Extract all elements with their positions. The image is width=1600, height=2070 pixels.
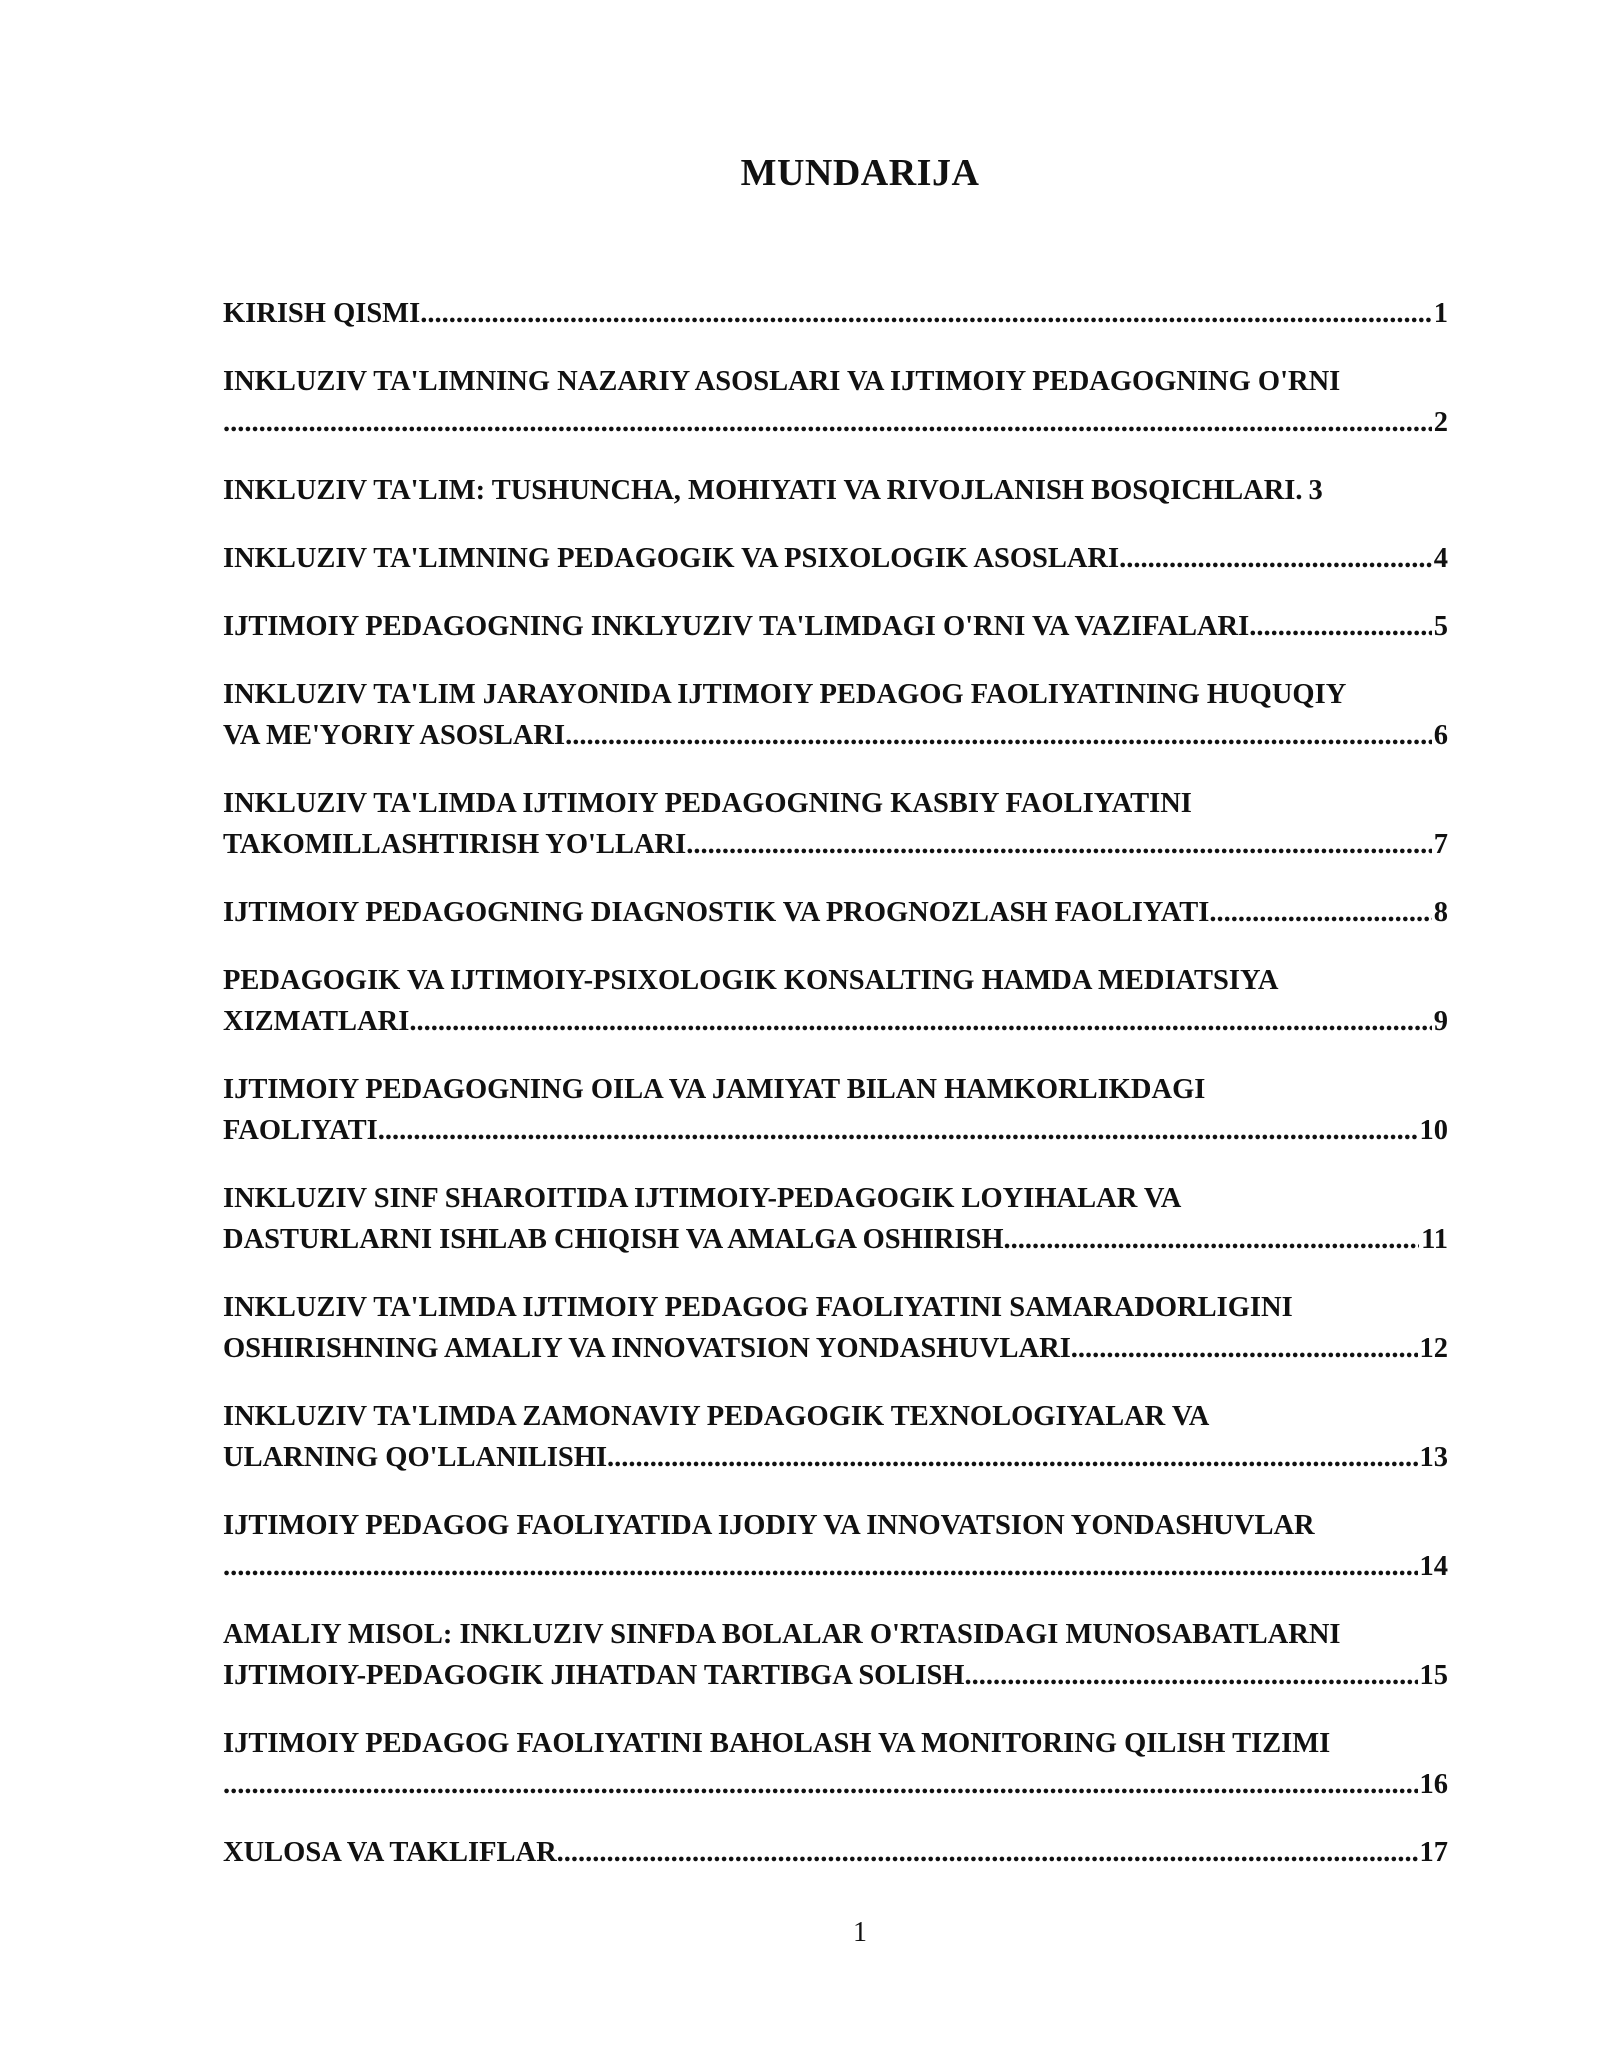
page-title: MUNDARIJA (740, 152, 980, 194)
toc-entry-title-line: IJTIMOIY-PEDAGOGIK JIHATDAN TARTIBGA SOLISH (223, 1660, 965, 1691)
toc-entry[interactable] (223, 892, 1448, 933)
toc-entry-leader-line (223, 1328, 1448, 1369)
toc-entry-leader-line (223, 1437, 1448, 1478)
toc-entry-title-line: IJTIMOIY PEDAGOGNING OILA VA JAMIYAT BILAN HAMKORLIKDAGI (223, 1074, 1206, 1105)
toc-entry-leader-line (223, 892, 1448, 933)
toc-entry-title-line: TAKOMILLASHTIRISH YO'LLARI (223, 829, 687, 860)
toc-entry-page-number: 2 (1433, 407, 1448, 438)
toc-entry-page-number: 16 (1419, 1769, 1448, 1800)
toc-entry[interactable] (223, 470, 1448, 511)
toc-entry[interactable] (223, 960, 1448, 1042)
dot-leader (223, 1546, 1418, 1587)
toc-entry-page-number: 8 (1433, 897, 1448, 928)
dot-leader (409, 1001, 1431, 1042)
toc-entry-title-line: ULARNING QO'LLANILISHI (223, 1442, 608, 1473)
toc-entry-title-line: VA ME'YORIY ASOSLARI (223, 720, 566, 751)
toc-entry-title-line: DASTURLARNI ISHLAB CHIQISH VA AMALGA OSHIRISH (223, 1224, 1004, 1255)
toc-entry-title-line: INKLUZIV TA'LIM: TUSHUNCHA, MOHIYATI VA RIVOJLANISH BOSQICHLARI. (223, 475, 1303, 506)
toc-entry[interactable] (223, 1069, 1448, 1151)
toc-entry-page-number: 10 (1419, 1115, 1448, 1146)
toc-entry-title-line: OSHIRISHNING AMALIY VA INNOVATSION YONDASHUVLARI (223, 1333, 1071, 1364)
toc-entry[interactable] (223, 1614, 1448, 1696)
table-of-contents (223, 293, 1448, 1900)
dot-leader (378, 1110, 1418, 1151)
dot-leader (420, 293, 1432, 334)
toc-entry-page-number: 3 (1308, 475, 1323, 506)
toc-entry-title-line: INKLUZIV TA'LIM JARAYONIDA IJTIMOIY PEDAGOG FAOLIYATINING HUQUQIY (223, 679, 1347, 710)
toc-entry-title-line: INKLUZIV TA'LIMNING PEDAGOGIK VA PSIXOLOGIK ASOSLARI (223, 543, 1120, 574)
dot-leader (1249, 606, 1432, 647)
toc-entry-title-line: AMALIY MISOL: INKLUZIV SINFDA BOLALAR O'RTASIDAGI MUNOSABATLARNI (223, 1619, 1341, 1650)
dot-leader (557, 1832, 1418, 1873)
toc-entry-page-number: 6 (1433, 720, 1448, 751)
dot-leader (1119, 538, 1432, 579)
toc-entry-title-line: XIZMATLARI (223, 1006, 410, 1037)
toc-entry-leader-line (223, 1832, 1448, 1873)
dot-leader (223, 402, 1432, 443)
dot-leader (1004, 1219, 1420, 1260)
toc-entry-page-number: 4 (1433, 543, 1448, 574)
dot-leader (686, 824, 1432, 865)
toc-entry-title-line: INKLUZIV TA'LIMNING NAZARIY ASOSLARI VA IJTIMOIY PEDAGOGNING O'RNI (223, 366, 1341, 397)
toc-entry[interactable] (223, 293, 1448, 334)
toc-entry-title-line: FAOLIYATI (223, 1115, 378, 1146)
toc-entry-title-line: XULOSA VA TAKLIFLAR (223, 1837, 557, 1868)
toc-entry-title-line: IJTIMOIY PEDAGOGNING DIAGNOSTIK VA PROGNOZLASH FAOLIYATI (223, 897, 1210, 928)
toc-entry-leader-line (223, 1110, 1448, 1151)
toc-entry-title-line: PEDAGOGIK VA IJTIMOIY-PSIXOLOGIK KONSALTING HAMDA MEDIATSIYA (223, 965, 1279, 996)
toc-entry-leader-line (223, 470, 1448, 511)
toc-entry[interactable] (223, 1832, 1448, 1873)
toc-entry-leader-line (223, 1764, 1448, 1805)
toc-entry-leader-line (223, 1219, 1448, 1260)
toc-entry[interactable] (223, 1723, 1448, 1805)
toc-entry-title-line: INKLUZIV TA'LIMDA ZAMONAVIY PEDAGOGIK TEXNOLOGIYALAR VA (223, 1401, 1210, 1432)
toc-entry-leader-line (223, 824, 1448, 865)
toc-entry-page-number: 12 (1419, 1333, 1448, 1364)
toc-entry[interactable] (223, 1178, 1448, 1260)
dot-leader (964, 1655, 1417, 1696)
toc-entry-leader-line (223, 293, 1448, 334)
toc-entry[interactable] (223, 674, 1448, 756)
toc-entry-page-number: 13 (1419, 1442, 1448, 1473)
toc-entry-leader-line (223, 402, 1448, 443)
toc-entry-page-number: 14 (1419, 1551, 1448, 1582)
toc-entry-leader-line (223, 1655, 1448, 1696)
page-number: 1 (853, 1917, 867, 1948)
toc-entry-leader-line (223, 1001, 1448, 1042)
toc-entry-title-line: INKLUZIV SINF SHAROITIDA IJTIMOIY-PEDAGOGIK LOYIHALAR VA (223, 1183, 1182, 1214)
toc-entry-title-line: IJTIMOIY PEDAGOGNING INKLYUZIV TA'LIMDAGI O'RNI VA VAZIFALARI (223, 611, 1250, 642)
dot-leader (565, 715, 1432, 756)
dot-leader (1071, 1328, 1418, 1369)
toc-entry-page-number: 7 (1433, 829, 1448, 860)
toc-entry[interactable] (223, 1505, 1448, 1587)
toc-entry-title-line: IJTIMOIY PEDAGOG FAOLIYATIDA IJODIY VA INNOVATSION YONDASHUVLAR (223, 1510, 1315, 1541)
dot-leader (223, 1764, 1418, 1805)
toc-entry-leader-line (223, 538, 1448, 579)
toc-entry-title-line: INKLUZIV TA'LIMDA IJTIMOIY PEDAGOG FAOLIYATINI SAMARADORLIGINI (223, 1292, 1293, 1323)
toc-entry-leader-line (223, 606, 1448, 647)
toc-entry[interactable] (223, 783, 1448, 865)
dot-leader (1209, 892, 1431, 933)
toc-entry-page-number: 5 (1433, 611, 1448, 642)
toc-entry-leader-line (223, 715, 1448, 756)
toc-entry[interactable] (223, 538, 1448, 579)
toc-entry-page-number: 17 (1419, 1837, 1448, 1868)
toc-entry[interactable] (223, 1287, 1448, 1369)
toc-entry-page-number: 15 (1419, 1660, 1448, 1691)
toc-entry[interactable] (223, 1396, 1448, 1478)
toc-entry-title-line: INKLUZIV TA'LIMDA IJTIMOIY PEDAGOGNING KASBIY FAOLIYATINI (223, 788, 1192, 819)
toc-entry[interactable] (223, 361, 1448, 443)
dot-leader (607, 1437, 1417, 1478)
toc-entry-page-number: 1 (1433, 298, 1448, 329)
toc-entry-page-number: 9 (1433, 1006, 1448, 1037)
toc-entry-page-number: 11 (1421, 1224, 1448, 1255)
toc-entry-title-line: IJTIMOIY PEDAGOG FAOLIYATINI BAHOLASH VA MONITORING QILISH TIZIMI (223, 1728, 1331, 1759)
toc-entry-leader-line (223, 1546, 1448, 1587)
toc-entry[interactable] (223, 606, 1448, 647)
toc-entry-title-line: KIRISH QISMI (223, 298, 421, 329)
